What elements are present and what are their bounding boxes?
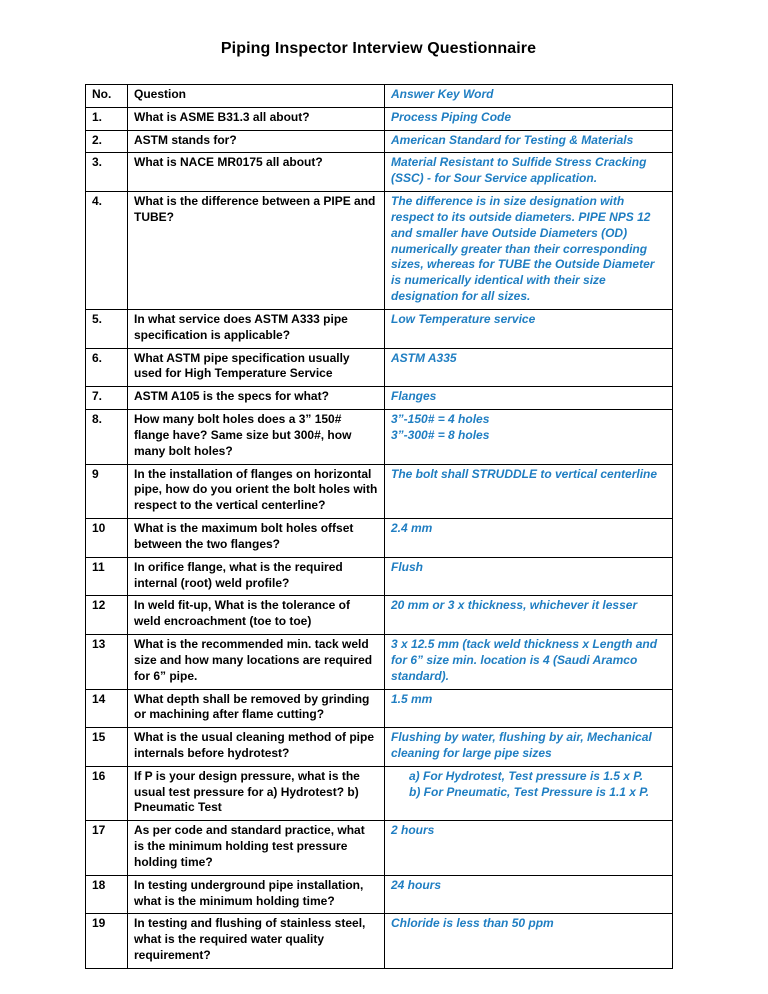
answer-text [385,519,673,558]
table-row [86,596,673,635]
table-row [86,875,673,914]
question-text: What is the usual cleaning method of pipe internals before hydrotest? [128,728,385,767]
table-row [86,766,673,820]
table-row [86,635,673,689]
question-text: What is NACE MR0175 all about? [128,153,385,192]
row-number: 18 [86,875,128,914]
answer-line: 3 x 12.5 mm (tack weld thickness x Length and for 6” size min. location is 4 (Saudi Aramco standard). [391,637,658,683]
question-text: What ASTM pipe specification usually used for High Temperature Service [128,348,385,387]
answer-line: American Standard for Testing & Materials [391,132,634,147]
answer-text [385,410,673,464]
question-text: In testing underground pipe installation, what is the minimum holding time? [128,875,385,914]
answer-line: Flushing by water, flushing by air, Mechanical cleaning for large pipe sizes [391,730,652,760]
row-number: 2. [86,130,128,153]
answer-line: Flush [391,559,423,574]
table-row [86,130,673,153]
answer-line: 20 mm or 3 x thickness, whichever it lesser [391,598,638,613]
answer-line: 24 hours [391,877,442,892]
question-text: If P is your design pressure, what is the usual test pressure for a) Hydrotest? b) Pneumatic Test [128,766,385,820]
questionnaire-table [85,84,673,969]
table-row [86,914,673,968]
answer-line: 1.5 mm [391,691,433,706]
question-text: In the installation of flanges on horizontal pipe, how do you orient the bolt holes with respect to the vertical centerline? [128,464,385,518]
answer-line: 3”-300# = 8 holes [391,427,490,442]
row-number: 17 [86,821,128,875]
answer-text [385,464,673,518]
question-text: What depth shall be removed by grinding or machining after flame cutting? [128,689,385,728]
row-number: 5. [86,309,128,348]
answer-text [385,766,673,820]
row-number: 10 [86,519,128,558]
row-number: 16 [86,766,128,820]
table-row [86,689,673,728]
table-row [86,153,673,192]
answer-text [385,130,673,153]
question-text: What is ASME B31.3 all about? [128,107,385,130]
row-number: 6. [86,348,128,387]
table-row [86,107,673,130]
header-no: No. [86,85,128,108]
question-text: ASTM A105 is the specs for what? [128,387,385,410]
header-answer-key-word: Answer Key Word [385,85,673,108]
row-number: 15 [86,728,128,767]
answer-text [385,728,673,767]
row-number: 7. [86,387,128,410]
row-number: 4. [86,192,128,310]
answer-text [385,309,673,348]
table-row [86,728,673,767]
answer-line: Process Piping Code [391,109,512,124]
table-row [86,192,673,310]
answer-line: b) For Pneumatic, Test Pressure is 1.1 x P. [409,784,650,799]
answer-line: The bolt shall STRUDDLE to vertical centerline [391,466,658,481]
table-row [86,348,673,387]
row-number: 1. [86,107,128,130]
table-row [86,557,673,596]
question-text: As per code and standard practice, what is the minimum holding test pressure holding time? [128,821,385,875]
row-number: 9 [86,464,128,518]
row-number: 12 [86,596,128,635]
question-text: What is the recommended min. tack weld size and how many locations are required for 6” pipe. [128,635,385,689]
table-row [86,309,673,348]
answer-text [385,387,673,410]
row-number: 14 [86,689,128,728]
answer-text [385,348,673,387]
question-text: ASTM stands for? [128,130,385,153]
row-number: 11 [86,557,128,596]
answer-line: ASTM A335 [391,350,457,365]
answer-text [385,875,673,914]
answer-line: Chloride is less than 50 ppm [391,916,554,931]
question-text: In what service does ASTM A333 pipe specification is applicable? [128,309,385,348]
table-row [86,387,673,410]
answer-text [385,914,673,968]
answer-line: 2.4 mm [391,521,433,536]
row-number: 3. [86,153,128,192]
question-text: In orifice flange, what is the required internal (root) weld profile? [128,557,385,596]
answer-text [385,107,673,130]
table-header-row [86,85,673,108]
row-number: 8. [86,410,128,464]
question-text: In weld fit-up, What is the tolerance of weld encroachment (toe to toe) [128,596,385,635]
page-title: Piping Inspector Interview Questionnaire [220,40,537,57]
answer-text [385,596,673,635]
question-text: What is the difference between a PIPE and TUBE? [128,192,385,310]
row-number: 13 [86,635,128,689]
answer-line: Low Temperature service [391,311,536,326]
table-row [86,464,673,518]
answer-line: 3”-150# = 4 holes [391,412,490,427]
answer-line: Material Resistant to Sulfide Stress Cracking (SSC) - for Sour Service application. [391,155,647,186]
row-number: 19 [86,914,128,968]
answer-text [385,192,673,310]
answer-line: 2 hours [391,823,435,838]
question-text: What is the maximum bolt holes offset between the two flanges? [128,519,385,558]
answer-text [385,635,673,689]
answer-line: The difference is in size designation with respect to its outside diameters. PIPE NPS 12 and smaller have Outside Diameters (OD) numerically greater than their corresponding sizes, whereas for TUBE the Outside Diameter is numerically identical with their size designation for all sizes. [391,194,655,304]
header-question: Question [128,85,385,108]
answer-text [385,689,673,728]
answer-line: a) For Hydrotest, Test pressure is 1.5 x P. [409,768,644,783]
question-text: In testing and flushing of stainless steel, what is the required water quality requirement? [128,914,385,968]
answer-text [385,153,673,192]
table-row [86,410,673,464]
answer-text [385,557,673,596]
question-text: How many bolt holes does a 3” 150# flange have? Same size but 300#, how many bolt holes? [128,410,385,464]
answer-line: Flanges [391,389,437,404]
table-row [86,821,673,875]
answer-text [385,821,673,875]
table-row [86,519,673,558]
question-table-body [86,107,673,968]
